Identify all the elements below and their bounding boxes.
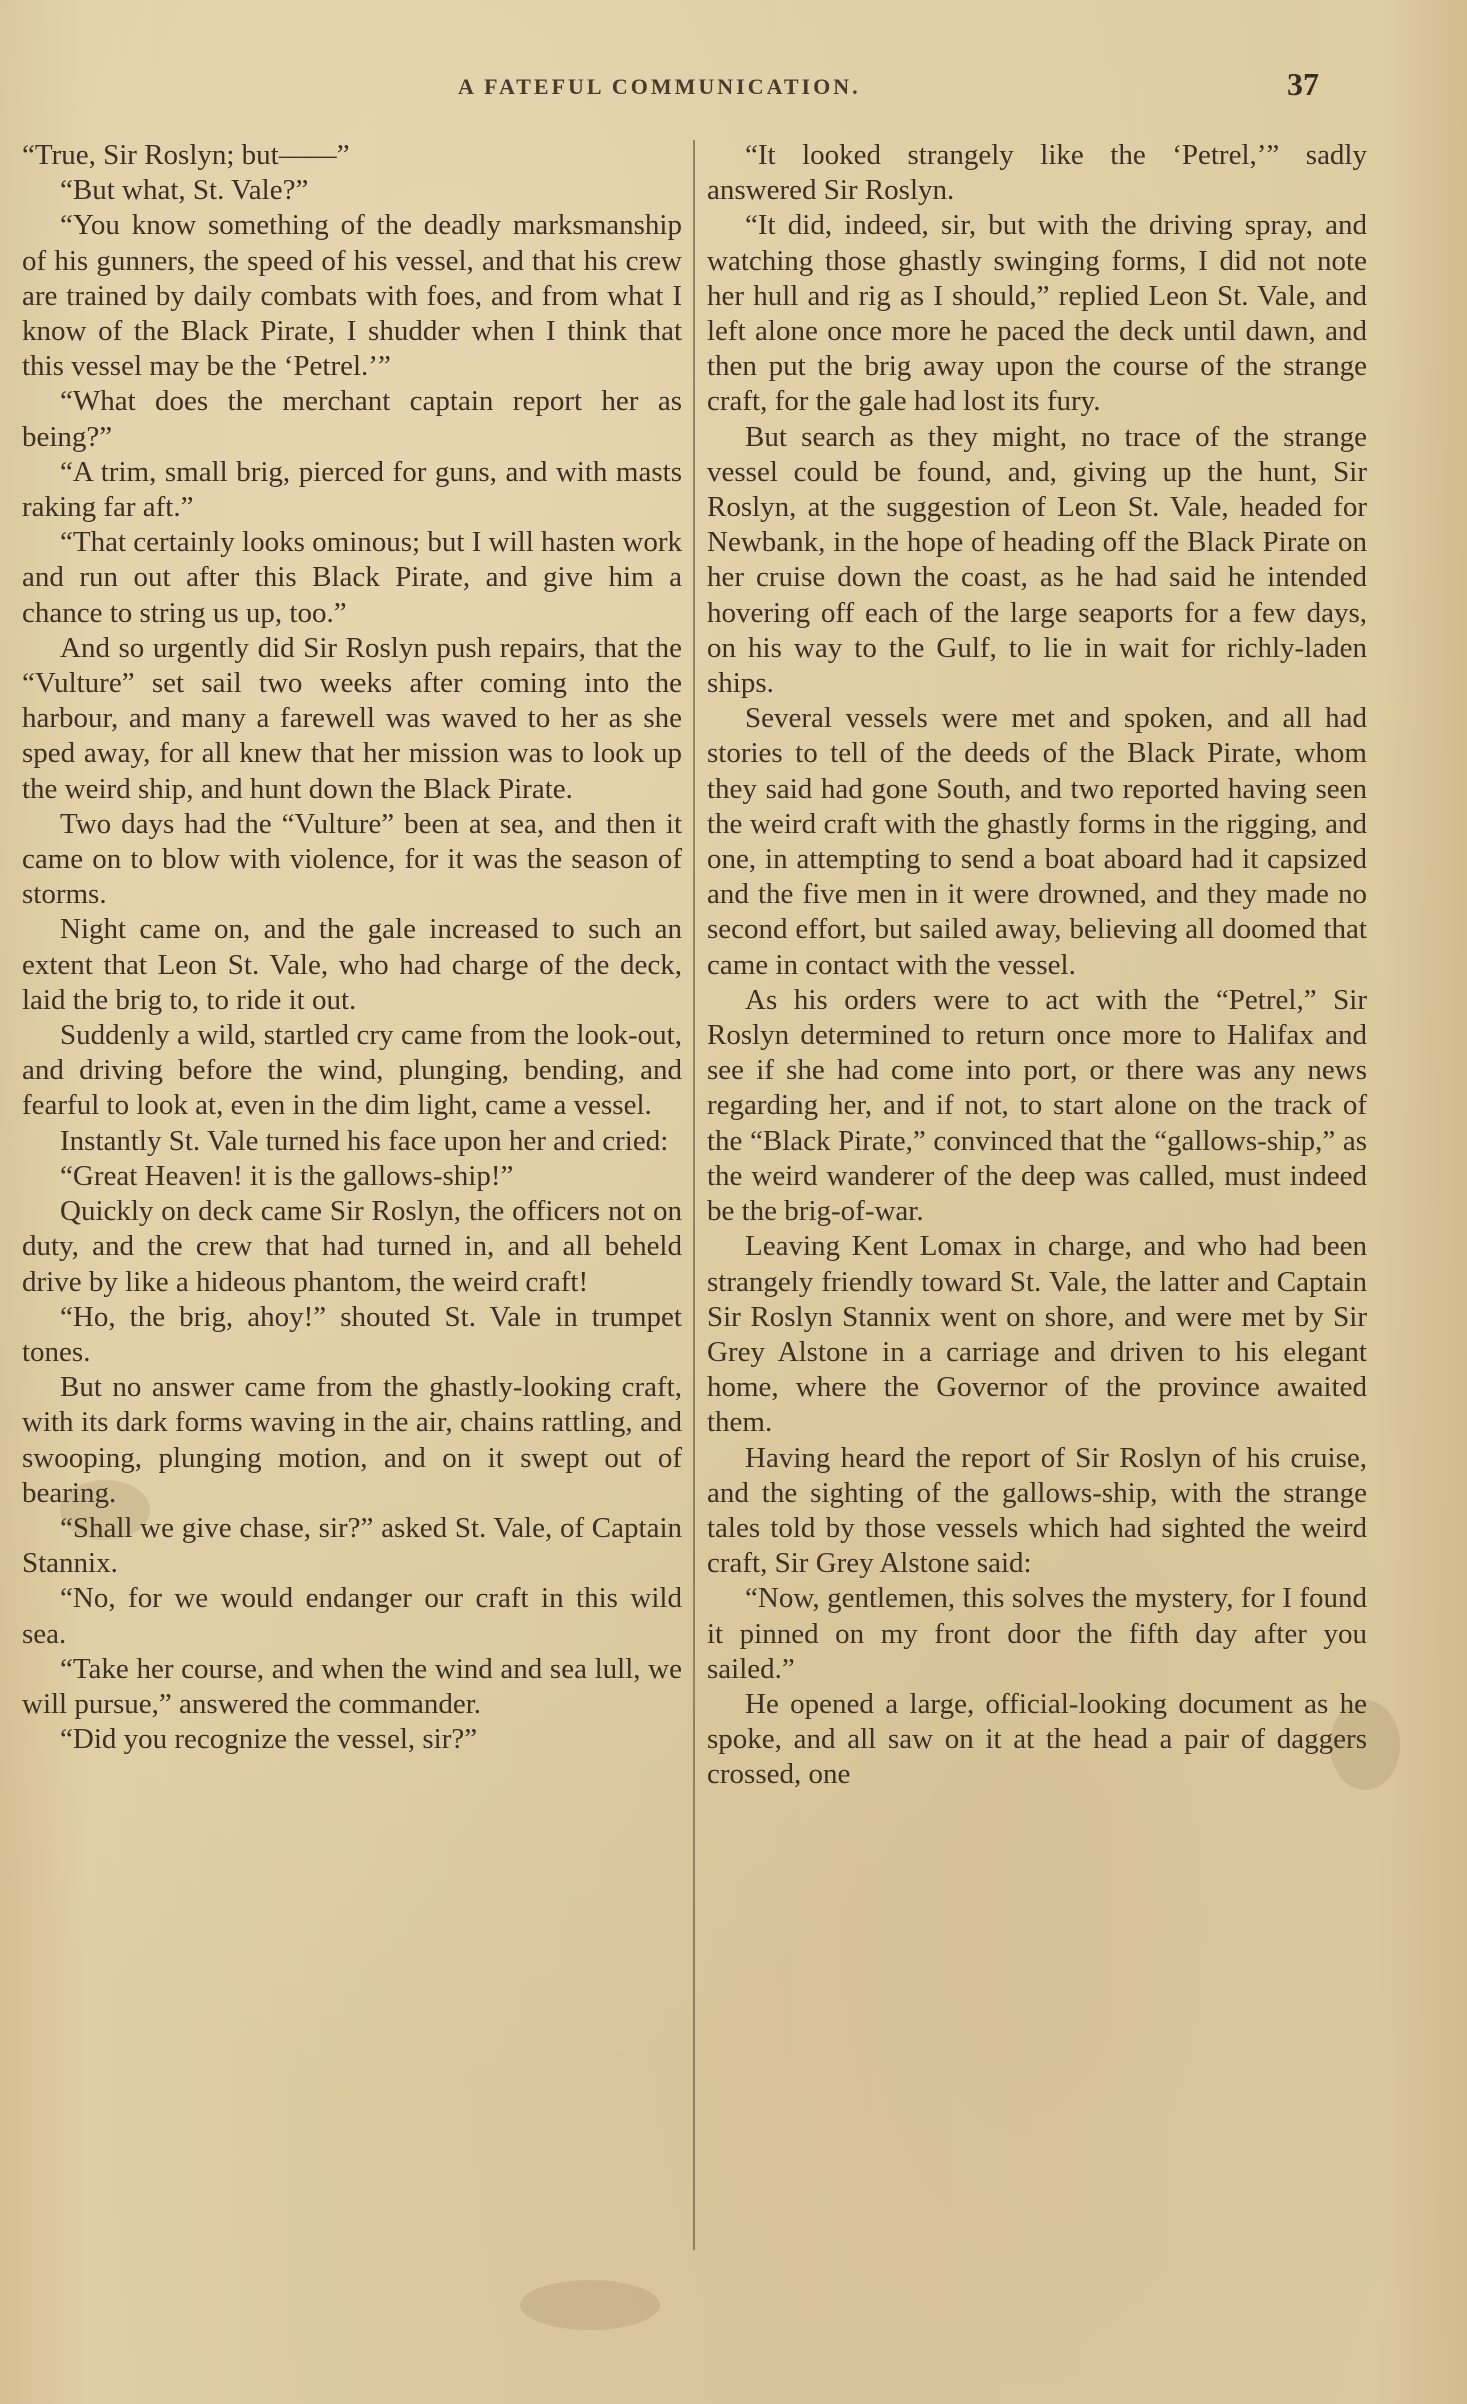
- paragraph: “Now, gentlemen, this solves the mystery, for I found it pinned on my front door the fifth day after you sailed.”: [707, 1582, 1367, 1685]
- paragraph: Several vessels were met and spoken, and all had stories to tell of the deeds of the Black Pirate, whom they said had gone South, and two reported having seen the weird craft with the ghastly forms in the rigging, and one, in attempting to send a boat aboard had it capsized and the five men in it were drowned, and they made no second effort, but sailed away, believing all doomed that came in contact with the vessel.: [707, 702, 1367, 981]
- paragraph: “But what, St. Vale?”: [60, 174, 309, 207]
- paragraph: Having heard the report of Sir Roslyn of his cruise, and the sighting of the gallows-ship, with the strange tales told by those vessels which had sighted the weird craft, Sir Grey Alstone said:: [707, 1441, 1367, 1580]
- paragraph: “Take her course, and when the wind and sea lull, we will pursue,” answered the commander.: [22, 1652, 682, 1720]
- paragraph: Night came on, and the gale increased to such an extent that Leon St. Vale, who had charge of the deck, laid the brig to, to ride it out.: [22, 913, 682, 1016]
- paragraph: “You know something of the deadly marksmanship of his gunners, the speed of his vessel, and that his crew are trained by daily combats with foes, and from what I know of the Black Pirate, I shudder when I think that this vessel may be the ‘Petrel.’”: [22, 209, 682, 383]
- paragraph: “Great Heaven! it is the gallows-ship!”: [60, 1159, 514, 1192]
- paragraph: “Ho, the brig, ahoy!” shouted St. Vale in trumpet tones.: [22, 1300, 682, 1368]
- paragraph: “That certainly looks ominous; but I will hasten work and run out after this Black Pirate, and give him a chance to string us up, too.”: [22, 526, 682, 629]
- left-column: [22, 138, 682, 1757]
- paragraph: “No, for we would endanger our craft in this wild sea.: [22, 1582, 682, 1650]
- paragraph: “It did, indeed, sir, but with the driving spray, and watching those ghastly swinging forms, I did not note her hull and rig as I should,” replied Leon St. Vale, and left alone once more he paced the deck until dawn, and then put the brig away upon the course of the strange craft, for the gale had lost its fury.: [707, 209, 1367, 418]
- page-number: 37: [1287, 66, 1319, 102]
- paper-stain: [520, 2280, 660, 2330]
- right-column: [707, 138, 1367, 1793]
- paragraph: “A trim, small brig, pierced for guns, and with masts raking far aft.”: [22, 455, 682, 524]
- paragraph: Quickly on deck came Sir Roslyn, the officers not on duty, and the crew that had turned in, and all beheld drive by like a hideous phantom, the weird craft!: [22, 1195, 682, 1298]
- paragraph: Instantly St. Vale turned his face upon her and cried:: [60, 1124, 669, 1157]
- paragraph: And so urgently did Sir Roslyn push repairs, that the “Vulture” set sail two weeks after coming into the harbour, and many a farewell was waved to her as she sped away, for all knew that her mission was to look up the weird ship, and hunt down the Black Pirate.: [22, 631, 682, 805]
- paragraph: He opened a large, official-looking document as he spoke, and all saw on it at the head a pair of daggers crossed, one: [707, 1687, 1367, 1791]
- paragraph: “What does the merchant captain report her as being?”: [22, 385, 682, 453]
- paragraph: “It looked strangely like the ‘Petrel,’” sadly answered Sir Roslyn.: [707, 139, 1367, 207]
- paragraph: “Shall we give chase, sir?” asked St. Vale, of Captain Stannix.: [22, 1511, 682, 1580]
- paragraph: “True, Sir Roslyn; but——”: [22, 139, 350, 171]
- paragraph: But no answer came from the ghastly-looking craft, with its dark forms waving in the air, chains rattling, and swooping, plunging motion, and on it swept out of bearing.: [22, 1371, 682, 1509]
- paragraph: “Did you recognize the vessel, sir?”: [60, 1723, 478, 1756]
- paragraph: Two days had the “Vulture” been at sea, and then it came on to blow with violence, for it was the season of storms.: [22, 807, 682, 911]
- paragraph: Leaving Kent Lomax in charge, and who had been strangely friendly toward St. Vale, the latter and Captain Sir Roslyn Stannix went on shore, and were met by Sir Grey Alstone in a carriage and driven to his elegant home, where the Governor of the province awaited them.: [707, 1230, 1367, 1439]
- paragraph: But search as they might, no trace of the strange vessel could be found, and, giving up the hunt, Sir Roslyn, at the suggestion of Leon St. Vale, headed for Newbank, in the hope of heading off the Black Pirate on her cruise down the coast, as he had said he intended hovering off each of the large seaports for a few days, on his way to the Gulf, to lie in wait for richly-laden ships.: [707, 420, 1367, 700]
- running-header: A FATEFUL COMMUNICATION.: [458, 74, 861, 99]
- paragraph: Suddenly a wild, startled cry came from the look-out, and driving before the wind, plunging, bending, and fearful to look at, even in the dim light, came a vessel.: [22, 1019, 682, 1122]
- column-divider: [693, 140, 695, 2250]
- paragraph: As his orders were to act with the “Petrel,” Sir Roslyn determined to return once more to Halifax and see if she had come into port, or there was any news regarding her, and if not, to start alone on the track of the “Black Pirate,” convinced that the “gallows-ship,” as the weird wanderer of the deep was called, must indeed be the brig-of-war.: [707, 983, 1367, 1228]
